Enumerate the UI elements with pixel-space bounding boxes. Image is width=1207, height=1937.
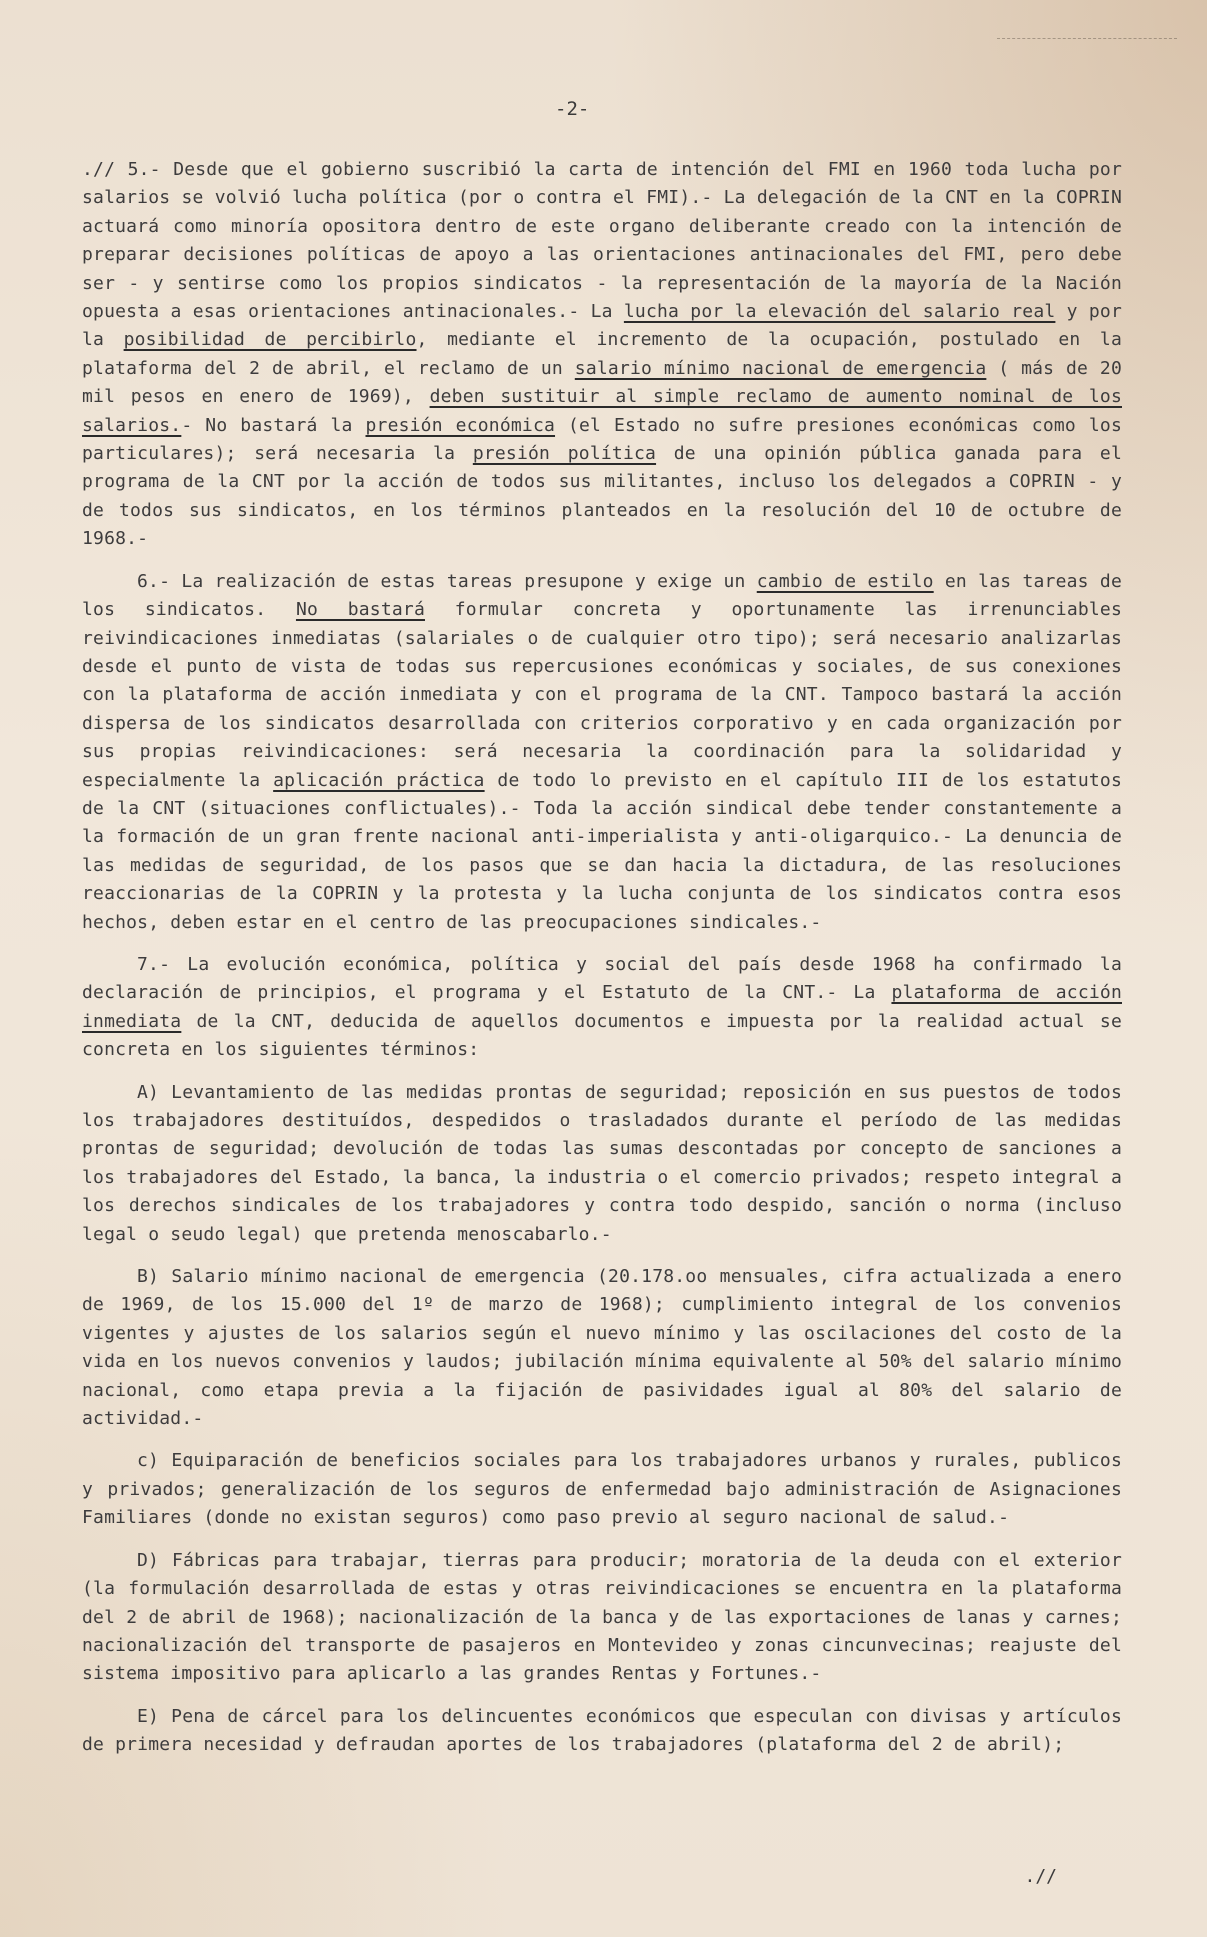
underlined-phrase: salario mínimo nacional de emergencia: [574, 357, 987, 379]
header-mark: [997, 38, 1177, 47]
text-run: y por la: [82, 301, 1122, 351]
paragraph-7: [82, 951, 1122, 1065]
underlined-phrase: presión económica: [365, 414, 556, 436]
page-number: -2-: [555, 98, 590, 120]
document-body: [82, 156, 1122, 1760]
text-run: (el Estado no sufre presiones económicas como los particulares); será necesaria la: [82, 414, 1122, 465]
underlined-phrase: lucha por la elevación del salario real: [623, 301, 1056, 323]
text-run: .// 5.- Desde que el gobierno suscribió la carta de intención del FMI en 1960 toda lucha por salarios se volvió lucha política (por o contra el FMI).- La delegación de la CNT en la COPRIN actuará como minoría opositora dentro de este organo deliberante creado con la intención de preparar decisiones políticas de apoyo a las orientaciones antinacionales del FMI, pero debe ser - y sentirse como los propios sindicatos - la representación de la mayoría de la Nación opuesta a esas orientaciones antinacionales.- La: [82, 159, 1122, 323]
list-item-c: c) Equiparación de beneficios sociales para los trabajadores urbanos y rurales, publicos y privados; generalización de los seguros de enfermedad bajo administración de Asignaciones Familiares (donde no existan seguros) como paso previo al seguro nacional de salud.-: [82, 1450, 1122, 1529]
text-run: de la CNT, deducida de aquellos documentos e impuesta por la realidad actual se concreta en los siguientes términos:: [82, 1010, 1122, 1061]
text-run: en las tareas de los sindicatos.: [82, 570, 1122, 621]
list-item-a: A) Levantamiento de las medidas prontas de seguridad; reposición en sus puestos de todos los trabajadores destituídos, despedidos o trasladados durante el período de las medidas prontas de seguridad; devolución de todas las sumas descontadas por concepto de sanciones a los trabajadores del Estado, la banca, la industria o el comercio privados; respeto integral a los derechos sindicales de los trabajadores y contra todo despido, sanción o norma (incluso legal o seudo legal) que pretenda menoscabarlo.-: [82, 1081, 1122, 1245]
text-run: 6.- La realización de estas tareas presupone y exige un: [137, 570, 757, 592]
underlined-phrase: deben sustituir al simple reclamo de aumento nominal de los salarios.: [82, 386, 1122, 436]
underlined-phrase: presión política: [472, 443, 657, 465]
underlined-phrase: cambio de estilo: [756, 570, 934, 592]
text-run: , mediante el incremento de la ocupación, postulado en la plataforma del 2 de abril, el reclamo de un: [82, 329, 1122, 379]
text-run: de una opinión pública ganada para el programa de la CNT por la acción de todos sus militantes, incluso los delegados a COPRIN - y de todos sus sindicatos, en los términos planteados en la resolución del 10 de octubre de 1968.-: [82, 443, 1123, 550]
continuation-mark: .//: [1024, 1866, 1057, 1887]
paragraph-6: [82, 568, 1122, 937]
text-run: 7.- La evolución económica, política y social del país desde 1968 ha confirmado la declaración de principios, el programa y el Estatuto de la CNT.- La: [82, 953, 1122, 1004]
underlined-phrase: posibilidad de percibirlo: [123, 329, 417, 351]
text-run: de todo lo previsto en el capítulo III de los estatutos de la CNT (situaciones conflictuales).- Toda la acción sindical debe tender constantemente a la formación de un gran frente nacional anti-imperialista y anti-oligarquico.- La denuncia de las medidas de seguridad, de los pasos que se dan hacia la dictadura, de las resoluciones reaccionarias de la COPRIN y la protesta y la lucha conjunta de los sindicatos contra esos hechos, deben estar en el centro de las preocupaciones sindicales.-: [82, 769, 1122, 933]
list-item-d: D) Fábricas para trabajar, tierras para producir; moratoria de la deuda con el exterior (la formulación desarrollada de estas y otras reivindicaciones se encuentra en la plataforma del 2 de abril de 1968); nacionalización de la banca y de las exportaciones de lanas y carnes; nacionalización del transporte de pasajeros en Montevideo y zonas cincunvecinas; reajuste del sistema impositivo para aplicarlo a las grandes Rentas y Fortunes.-: [82, 1549, 1122, 1685]
text-run: formular concreta y oportunamente las irrenunciables reivindicaciones inmediatas (salariales o de cualquier otro tipo); será necesario analizarlas desde el punto de vista de todas sus repercusiones económicas y sociales, de sus conexiones con la plataforma de acción inmediata y con el programa de la CNT. Tampoco bastará la acción dispersa de los sindicatos desarrollada con criterios corporativo y en cada organización por sus propias reivindicaciones: será necesaria la coordinación para la solidaridad y especialmente la: [82, 599, 1122, 791]
list-item-b: B) Salario mínimo nacional de emergencia (20.178.oo mensuales, cifra actualizada a enero de 1969, de los 15.000 del 1º de marzo de 1968); cumplimiento integral de los convenios vigentes y ajustes de los salarios según el nuevo mínimo y las oscilaciones del costo de la vida en los nuevos convenios y laudos; jubilación mínima equivalente al 50% del salario mínimo nacional, como etapa previa a la fijación de pasividades igual al 80% del salario de actividad.-: [82, 1266, 1122, 1430]
underlined-phrase: plataforma de acción inmediata: [82, 982, 1122, 1032]
paragraph-5: [82, 156, 1122, 554]
text-run: - No bastará la: [181, 414, 366, 436]
list-item-e: E) Pena de cárcel para los delincuentes económicos que especulan con divisas y artículos de primera necesidad y defraudan aportes de los trabajadores (plataforma del 2 de abril);: [82, 1705, 1122, 1756]
underlined-phrase: No bastará: [295, 599, 425, 621]
underlined-phrase: aplicación práctica: [273, 769, 485, 791]
text-run: ( más de 20 mil pesos en enero de 1969),: [82, 357, 1122, 408]
